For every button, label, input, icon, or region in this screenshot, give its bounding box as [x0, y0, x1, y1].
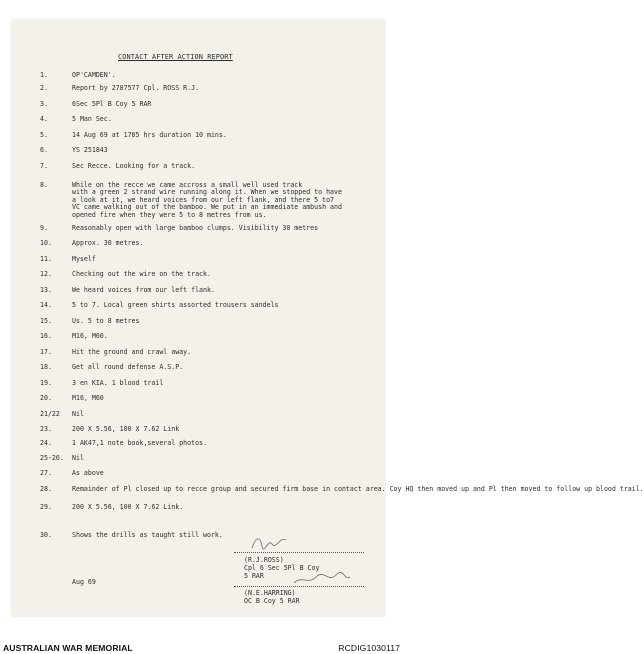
- item-number: 11.: [40, 255, 52, 263]
- report-date: Aug 69: [72, 578, 96, 586]
- item-text: Approx. 30 metres.: [72, 239, 144, 247]
- item-number: 7.: [40, 162, 48, 170]
- item-number: 20.: [40, 394, 52, 402]
- item-text: 14 Aug 69 at 1705 hrs duration 10 mins.: [72, 131, 227, 139]
- item-paragraph: While on the recce we came accross a small well used track with a green 2 strand wire running along it. When we stopped to have a look at it, we heard voices from our left flank, and there 5 to7 VC came walking out of the bamboo. We put in an immediate ambush and opened fire when they were 5 to 8 metres from us.: [72, 181, 342, 219]
- item-text: 5 Man Sec.: [72, 115, 112, 123]
- item-text: Shows the drills as taught still work.: [72, 531, 223, 539]
- item-text: Remainder of Pl closed up to recce group and secured firm base in contact area. Coy HQ then moved up and Pl then moved to follow up blood trail.: [72, 485, 644, 493]
- item-text: We heard voices from our left flank.: [72, 286, 215, 294]
- item-text: As above: [72, 469, 104, 477]
- item-number: 18.: [40, 363, 52, 371]
- signature-scribble: [292, 571, 352, 587]
- signatory-name: (N.E.HARRING): [244, 589, 296, 597]
- item-number: 14.: [40, 301, 52, 309]
- item-number: 15.: [40, 317, 52, 325]
- signature-line: [234, 552, 364, 553]
- item-number: 13.: [40, 286, 52, 294]
- item-text: Get all round defense A.S.P.: [72, 363, 184, 371]
- item-number: 4.: [40, 115, 48, 123]
- item-number: 21/22: [40, 410, 60, 418]
- item-text: 6Sec 5Pl B Coy 5 RAR: [72, 100, 152, 108]
- item-number: 12.: [40, 270, 52, 278]
- item-number: 28.: [40, 485, 52, 493]
- item-text: M16, M60: [72, 394, 104, 402]
- signatory-battalion: 5 RAR: [244, 572, 264, 580]
- item-number: 1.: [40, 71, 48, 79]
- item-text: Nil: [72, 454, 84, 462]
- item-number: 17.: [40, 348, 52, 356]
- item-text: 1 AK47,1 note book,several photos.: [72, 439, 207, 447]
- item-number: 2.: [40, 84, 48, 92]
- item-text: OP'CAMDEN'.: [72, 71, 116, 79]
- signature-line: [234, 586, 364, 587]
- item-text: Myself: [72, 255, 96, 263]
- document-page: [12, 20, 644, 616]
- item-number: 5.: [40, 131, 48, 139]
- item-text: 5 to 7. Local green shirts assorted trousers sandels: [72, 301, 279, 309]
- item-number: 9.: [40, 224, 48, 232]
- report-title: CONTACT AFTER ACTION REPORT: [118, 53, 233, 61]
- item-text: Us. 5 to 8 metres: [72, 317, 140, 325]
- item-text: M16, M60.: [72, 332, 108, 340]
- item-text: Nil: [72, 410, 84, 418]
- item-text: Reasonably open with large bamboo clumps. Visibility 30 metres: [72, 224, 319, 232]
- item-text: 3 en KIA. 1 blood trail: [72, 379, 164, 387]
- item-number: 25-26.: [40, 454, 64, 462]
- item-text: Checking out the wire on the track.: [72, 270, 211, 278]
- signatory-appointment: OC B Coy 5 RAR: [244, 597, 300, 605]
- item-paragraph: 200 X 5.56, 100 X 7.62 Link.: [72, 503, 184, 511]
- item-number: 3.: [40, 100, 48, 108]
- item-text: Sec Recce. Looking for a track.: [72, 162, 196, 170]
- item-text: Report by 2787577 Cpl. ROSS R.J.: [72, 84, 200, 92]
- item-number: 6.: [40, 146, 48, 154]
- signatory-name: (R.J.ROSS): [244, 556, 284, 564]
- item-text: 200 X 5.56, 100 X 7.62 Link: [72, 425, 180, 433]
- item-text: YS 251843: [72, 146, 108, 154]
- item-text: Hit the ground and crawl away.: [72, 348, 192, 356]
- signature-scribble: [250, 534, 290, 552]
- item-number: 19.: [40, 379, 52, 387]
- item-number: 24.: [40, 439, 52, 447]
- item-number: 29.: [40, 503, 52, 511]
- item-number: 27.: [40, 469, 52, 477]
- archive-reference: RCDIG1030117: [338, 643, 400, 653]
- item-number: 30.: [40, 531, 52, 539]
- item-number: 23.: [40, 425, 52, 433]
- archive-name: AUSTRALIAN WAR MEMORIAL: [3, 643, 133, 653]
- item-number: 8.: [40, 181, 48, 189]
- item-number: 16.: [40, 332, 52, 340]
- signatory-rank-unit: Cpl 6 Sec 5Pl B Coy: [244, 564, 320, 572]
- item-number: 10.: [40, 239, 52, 247]
